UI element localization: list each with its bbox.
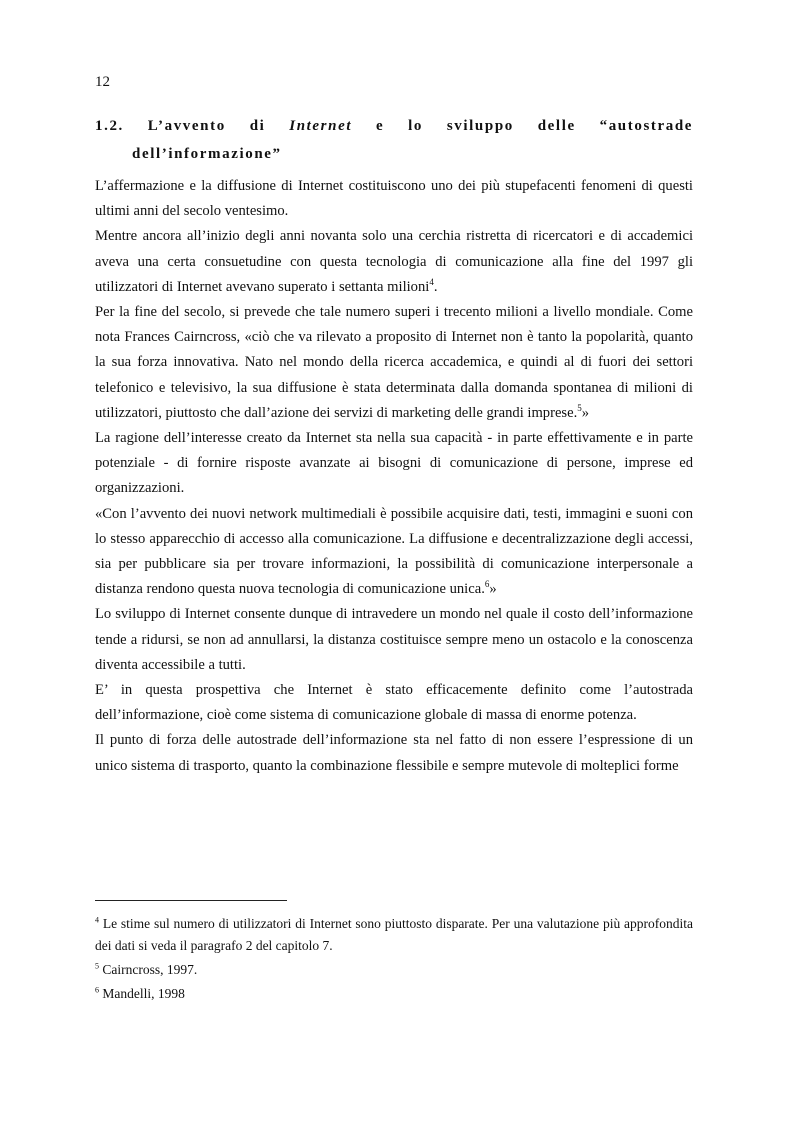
section-heading (95, 112, 693, 168)
heading-word: delle (537, 118, 576, 134)
footnote (95, 913, 693, 957)
footnote-ref[interactable]: 6 (484, 579, 490, 590)
footnote-mark: 5 (95, 961, 99, 971)
paragraph-tail: » (489, 581, 497, 598)
paragraph-text: Il punto di forza delle autostrade dell’informazione sta nel fatto di non essere l’espressione di un unico sistema di trasporto, quanto la combinazione flessibile e sempre mutevole di molteplici forme (95, 732, 693, 774)
paragraph-text: E’ in questa prospettiva che Internet è stato efficacemente definito come l’autostrada dell’informazione, cioè come sistema di comunicazione globale di massa di enorme potenza. (95, 682, 693, 724)
paragraph (95, 602, 693, 678)
paragraph-text: Per la fine del secolo, si prevede che tale numero superi i trecento milioni a livello mondiale. Come nota Frances Cairncross, «ciò che va rilevato a proposito di Internet non è tanto la popolarità, quanto la sua forza innovativa. Nato nel mondo della ricerca accademica, e quindi al di fuori dei settori telefonico e televisivo, la sua diffusione è stata determinata dalla domanda spontanea di milioni di utilizzatori, piuttosto che dall’azione dei servizi di marketing delle grandi imprese. (95, 304, 693, 421)
heading-word: “autostrade (599, 118, 694, 134)
footnote-text: Cairncross, 1997. (99, 962, 198, 977)
heading-word: e (375, 118, 385, 134)
footnote (95, 983, 693, 1005)
paragraph-text: L’affermazione e la diffusione di Internet costituiscono uno dei più stupefacenti fenomeni di questi ultimi anni del secolo ventesimo. (95, 178, 693, 220)
section-heading-line-1 (95, 112, 693, 140)
paragraph-text: La ragione dell’interesse creato da Internet sta nella sua capacità - in parte effettivamente e in parte potenziale - di fornire risposte avanzate ai bisogni di comunicazione di persone, imprese ed organizzazioni. (95, 430, 693, 497)
paragraph (95, 300, 693, 426)
paragraph-text: «Con l’avvento dei nuovi network multimediali è possibile acquisire dati, testi, immagini e suoni con lo stesso apparecchio di accesso alla comunicazione. La diffusione e decentralizzazione degli accessi, sia per pubblicare sia per trovare informazioni, la possibilità di comunicazione interpersonale a distanza rendono questa nuova tecnologia di comunicazione unica. (95, 505, 693, 598)
heading-word: lo (408, 118, 423, 134)
section-heading-line-2: dell’informazione” (132, 146, 282, 162)
paragraph (95, 426, 693, 502)
paragraph (95, 224, 693, 300)
footnote-ref[interactable]: 5 (577, 402, 582, 413)
paragraph-text: Mentre ancora all’inizio degli anni novanta solo una cerchia ristretta di ricercatori e di accademici aveva una certa consuetudine con questa tecnologia di comunicazione alla fine del 1997 gli utilizzatori di Internet avevano superato i settanta milioni (95, 228, 693, 295)
heading-word: Internet (289, 118, 353, 134)
paragraph (95, 728, 693, 778)
paragraph-text: Lo sviluppo di Internet consente dunque di intravedere un mondo nel quale il costo dell’informazione tende a ridursi, se non ad annullarsi, la distanza costituisce sempre meno un ostacolo e la conoscenza diventa accessibile a tutti. (95, 606, 693, 673)
footnote-text: Le stime sul numero di utilizzatori di Internet sono piuttosto disparate. Per una valutazione più approfondita dei dati si veda il paragrafo 2 del capitolo 7. (95, 916, 693, 953)
paragraph-tail: . (433, 278, 438, 295)
paragraph (95, 678, 693, 728)
paragraph (95, 174, 693, 224)
heading-word: L’avvento (147, 118, 226, 134)
page-number: 12 (95, 74, 110, 90)
footnote-ref[interactable]: 4 (429, 276, 434, 287)
body-text (95, 174, 693, 779)
footnote (95, 959, 693, 981)
heading-word: sviluppo (446, 118, 514, 134)
section-number: 1.2. (95, 118, 124, 134)
paragraph-tail: » (581, 404, 590, 421)
paragraph (95, 502, 693, 603)
footnote-mark: 4 (95, 915, 99, 925)
footnote-separator (95, 900, 287, 901)
footnotes (95, 913, 693, 1007)
footnote-text: Mandelli, 1998 (99, 986, 185, 1001)
heading-word: di (249, 118, 266, 134)
footnote-mark: 6 (95, 985, 99, 995)
